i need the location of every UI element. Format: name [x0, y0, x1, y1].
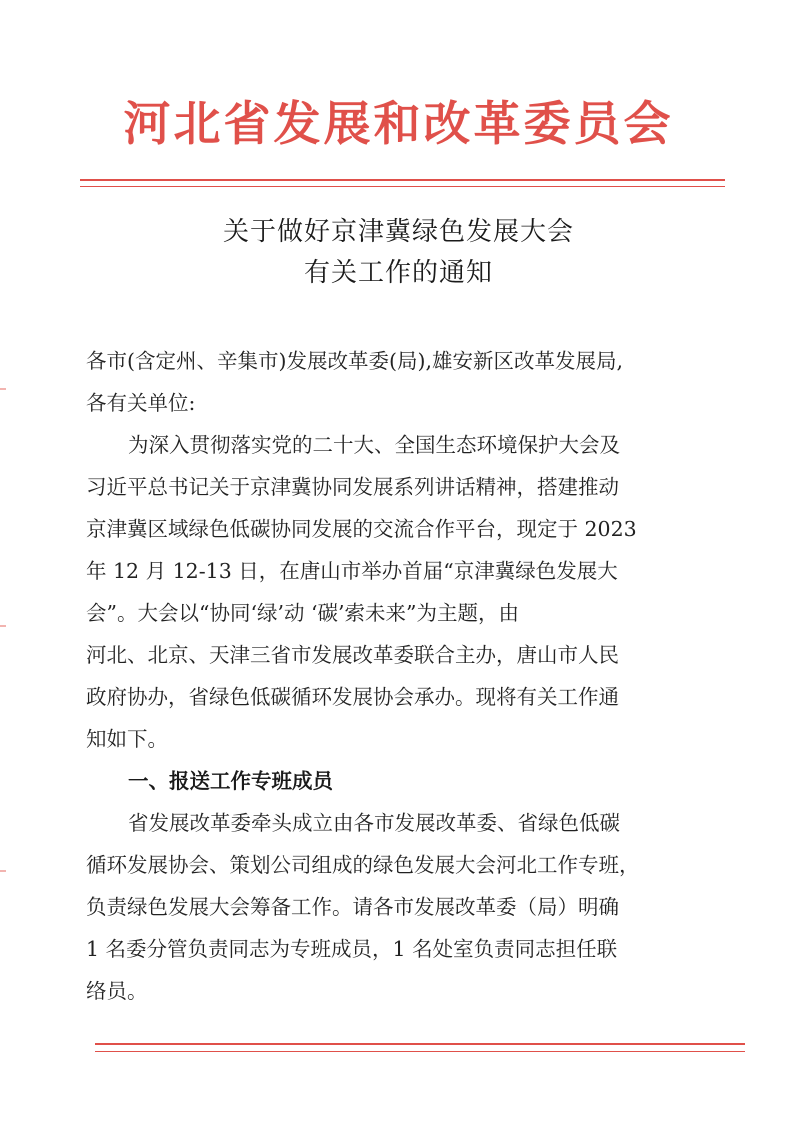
paragraph-2-line: 负责绿色发展大会筹备工作。请各市发展改革委（局）明确	[86, 895, 619, 919]
footer-rule-thin	[95, 1051, 745, 1052]
paragraph-2-line: 1 名委分管负责同志为专班成员，1 名处室负责同志担任联	[86, 937, 618, 961]
document-title-line-2: 有关工作的通知	[303, 258, 493, 288]
header-rule-thick	[80, 179, 725, 181]
header-rule-thin	[80, 186, 725, 187]
paragraph-1-line: 习近平总书记关于京津冀协同发展系列讲话精神，搭建推动	[86, 475, 619, 499]
document-body	[86, 340, 726, 1012]
margin-mark	[0, 625, 6, 627]
paragraph-1-line: 政府协办，省绿色低碳循环发展协会承办。现将有关工作通	[86, 685, 619, 709]
org-header: 河北省发展和改革委员会	[123, 97, 674, 152]
paragraph-2-line: 省发展改革委牵头成立由各市发展改革委、省绿色低碳	[128, 811, 620, 835]
footer-rule-thick	[95, 1043, 745, 1045]
document-title-line-1: 关于做好京津冀绿色发展大会	[222, 217, 574, 247]
paragraph-1-line: 京津冀区域绿色低碳协同发展的交流合作平台，现定于 2023	[86, 517, 637, 541]
paragraph-2-line: 络员。	[86, 979, 148, 1003]
salutation-line-2: 各有关单位:	[86, 391, 196, 415]
margin-mark	[0, 388, 6, 390]
section-1-heading: 一、报送工作专班成员	[128, 769, 333, 793]
paragraph-1-line: 为深入贯彻落实党的二十大、全国生态环境保护大会及	[128, 433, 620, 457]
paragraph-1-line: 年 12 月 12-13 日，在唐山市举办首届“京津冀绿色发展大	[86, 559, 618, 583]
margin-mark	[0, 870, 6, 872]
paragraph-1-line: 河北、北京、天津三省市发展改革委联合主办，唐山市人民	[86, 643, 619, 667]
paragraph-1-line: 知如下。	[86, 727, 168, 751]
paragraph-1-line: 会”。大会以“协同‘绿’动 ‘碳’索未来”为主题，由	[86, 601, 520, 625]
salutation-line-1: 各市(含定州、辛集市)发展改革委(局),雄安新区改革发展局,	[86, 349, 624, 373]
paragraph-2-line: 循环发展协会、策划公司组成的绿色发展大会河北工作专班，	[86, 853, 640, 877]
